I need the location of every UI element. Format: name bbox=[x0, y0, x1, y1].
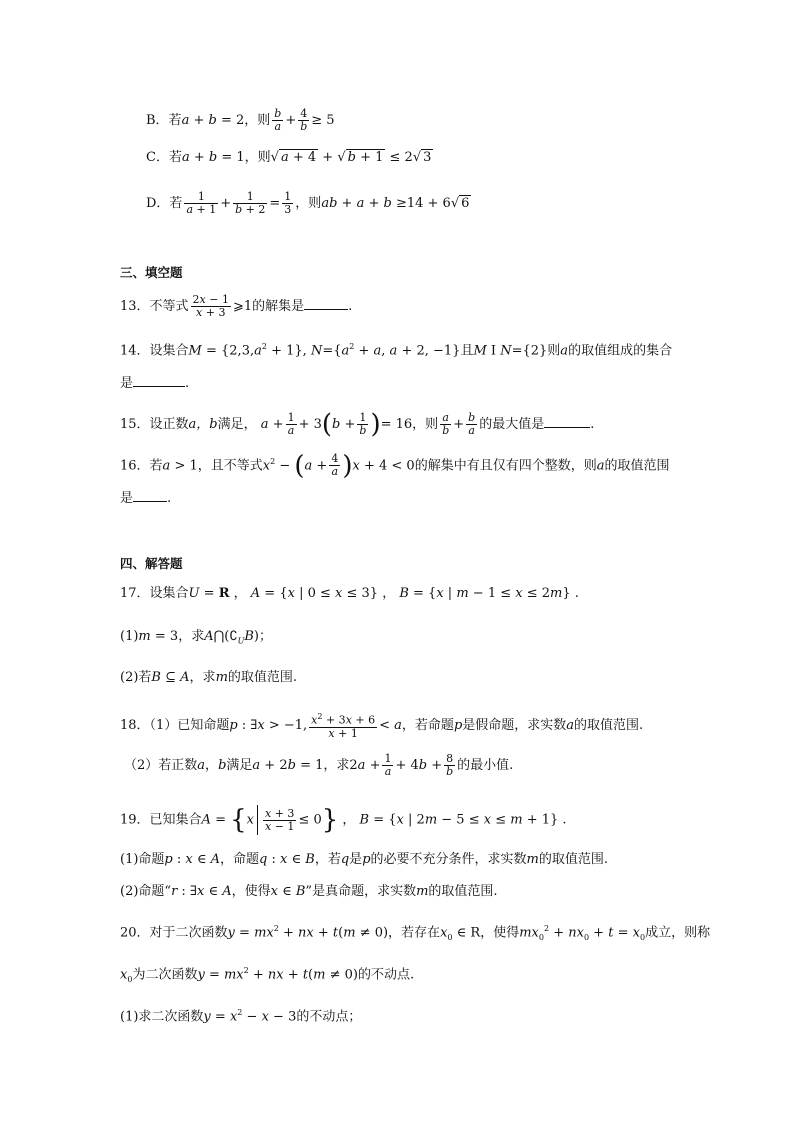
q17-part1-mid: ，求 bbox=[178, 629, 205, 644]
q19-part2-mid: ，使得 bbox=[231, 884, 271, 899]
q18-part2-mid: 满足 bbox=[226, 758, 253, 773]
q18-part2-suffix: 的最小值. bbox=[457, 758, 514, 773]
q13-suffix: 的解集是 bbox=[252, 299, 305, 314]
q16-prefix: 16．若 bbox=[120, 458, 163, 474]
q13-prefix: 13．不等式 bbox=[120, 299, 189, 314]
q18-suffix2: 的取值范围. bbox=[574, 717, 644, 733]
question-13: 13．不等式 $\frac{2x - 1}{x + 3}$ ⩾1的解集是 . bbox=[120, 293, 353, 319]
q19-prefix: 19．已知集合 bbox=[120, 812, 202, 828]
question-17-part1: (1)m = 3，求$A⋂(∁_UB)$； bbox=[120, 629, 272, 646]
q14-suffix: 的取值组成的集合 bbox=[568, 343, 673, 359]
q14-mid2: 则 bbox=[547, 343, 561, 359]
q19-part2-suffix: ”是真命题，求实数 bbox=[305, 884, 417, 899]
question-19: 19．已知集合A = {x $\frac{x + 3}{x - 1}$ ≤ 0} ， B = {x | 2m − 5 ≤ x ≤ m + 1} . bbox=[120, 805, 567, 835]
q20-prefix: 20．对于二次函数 bbox=[120, 925, 228, 941]
q18-mid: ，若命题 bbox=[401, 717, 454, 733]
option-d-mid: ，则 bbox=[295, 196, 322, 211]
q19-part1-suffix2: 的取值范围. bbox=[538, 852, 608, 867]
q17-part2-mid: ，求 bbox=[189, 670, 216, 685]
question-19-part1: (1)命题p : x ∈ A，命题q : x ∈ B，若q是p的必要不充分条件，求实数m的取值范围. bbox=[120, 852, 608, 867]
q20-suffix: 成立，则称 bbox=[645, 925, 711, 941]
q17-prefix: 17．设集合 bbox=[120, 586, 189, 601]
q15-suffix: 的最大值是 bbox=[479, 417, 545, 432]
q18-part2-mid2: ，求 bbox=[323, 758, 350, 773]
question-20: 20．对于二次函数$y = mx^2$ + nx + t(m ≠ 0)，若存在$x_0$ ∈ R，使得$mx_0^2 + nx_0 + t = x_0$成立，则称 bbox=[120, 924, 711, 942]
q20-part1-prefix: (1)求二次函数 bbox=[120, 1009, 204, 1025]
q19-part1-suffix: 的必要不充分条件，求实数 bbox=[370, 852, 527, 867]
q14-answer-blank bbox=[133, 374, 185, 387]
question-17-part2: (2)若B ⊆ A，求m的取值范围. bbox=[120, 670, 298, 685]
q15-vars: a，b bbox=[188, 417, 218, 432]
q20-mid2: ，使得 bbox=[480, 925, 520, 941]
question-17: 17．设集合U = R ， A = {x | 0 ≤ x ≤ 3} ， B = {x | m − 1 ≤ x ≤ 2m} . bbox=[120, 586, 579, 601]
q15-prefix: 15．设正数 bbox=[120, 417, 189, 432]
question-14-line2: 是 . bbox=[120, 376, 190, 391]
q19-part1-mid2: ，若 bbox=[314, 852, 341, 867]
q16-mid: ，且不等式 bbox=[197, 458, 263, 474]
q18-suffix: 是假命题，求实数 bbox=[462, 717, 567, 733]
option-b-label: B．若 bbox=[146, 113, 182, 128]
q14-prefix: 14．设集合 bbox=[120, 343, 189, 359]
q17-part2-label: (2)若 bbox=[120, 670, 152, 685]
option-b: B．若a + b = 2，则 $\frac{b}{a}$ + $\frac{4}{b}$ ≥ 5 bbox=[146, 107, 335, 133]
q14-mid: 且 bbox=[460, 343, 474, 359]
q19-part1-mid: ，命题 bbox=[220, 852, 260, 867]
option-c-mid: ，则 bbox=[244, 150, 271, 165]
q14-line2-text: 是 bbox=[120, 376, 134, 391]
option-c: C．若a + b = 1，则√ a + 4 + √ b + 1 ≤ 2√ 3 bbox=[146, 150, 432, 165]
q20-mid: ，若存在 bbox=[388, 925, 441, 941]
q15-answer-blank bbox=[544, 415, 590, 428]
option-b-mid: ，则 bbox=[244, 113, 271, 128]
option-d: D．若 $\frac{1}{a + 1}$ + $\frac{1}{b + 2}$ = $\frac{1}{3}$ ，则ab + a + b ≥14 + 6√ 6 bbox=[146, 190, 470, 216]
q16-answer-blank bbox=[133, 489, 167, 502]
q20-part1-suffix: 的不动点； bbox=[296, 1009, 362, 1025]
question-14: 14．设集合$M = \{2,3,a^2 + 1\}$, $N=\{a^2 + a$, a + 2, −1}且M I N={2}则a的取值组成的集合 bbox=[120, 342, 673, 359]
q15-condition: 满足， bbox=[217, 417, 257, 432]
q16-suffix2: 的取值范围 bbox=[604, 458, 670, 474]
option-d-label: D．若 bbox=[146, 196, 183, 211]
q19-part1-mid3: 是 bbox=[349, 852, 363, 867]
question-20-line2: $x_0$为二次函数$y = mx^2$ + nx + t(m ≠ 0)的不动点. bbox=[120, 966, 415, 984]
question-16-line2: 是 . bbox=[120, 491, 172, 506]
question-18-part2: （2）若正数a，b满足a + 2b = 1，求2a + $\frac{1}{a}$ + 4b + $\frac{8}{b}$ 的最小值. bbox=[124, 752, 514, 778]
question-20-part1: (1)求二次函数$y = x^2 - x - 3$的不动点； bbox=[120, 1008, 362, 1025]
question-18: 18．（1）已知命题p : ∃x > −1, $\frac{x^2 + 3x + 6}{x + 1}$ < a，若命题p是假命题，求实数a的取值范围. bbox=[120, 712, 644, 740]
q20-line2-mid: 为二次函数 bbox=[132, 967, 198, 983]
q15-mid: ，则 bbox=[412, 417, 439, 432]
q13-answer-blank bbox=[304, 297, 348, 310]
q18-prefix: 18．（1）已知命题 bbox=[120, 717, 230, 733]
section-fill-blank-heading: 三、填空题 bbox=[120, 265, 183, 280]
q18-part2-prefix: （2）若正数 bbox=[124, 758, 198, 773]
q16-line2-text: 是 bbox=[120, 491, 134, 506]
q19-part1-prefix: (1)命题 bbox=[120, 852, 165, 867]
question-19-part2: (2)命题“r : ∃x ∈ A，使得x ∈ B”是真命题，求实数m的取值范围. bbox=[120, 884, 498, 899]
question-16: 16．若a > 1，且不等式$x^2 - (a$ + $\frac{4}{a}$ )x + 4 < 0的解集中有且仅有四个整数，则a的取值范围 bbox=[120, 450, 670, 481]
option-c-label: C．若 bbox=[146, 150, 182, 165]
section-answer-heading: 四、解答题 bbox=[120, 556, 183, 571]
q17-part1-label: (1) bbox=[120, 629, 139, 644]
q17-part2-suffix: 的取值范围. bbox=[227, 670, 298, 685]
q20-line2-suffix: 的不动点. bbox=[357, 967, 415, 983]
q19-part2-prefix: (2)命题“ bbox=[120, 884, 172, 899]
q16-suffix: 的解集中有且仅有四个整数，则 bbox=[414, 458, 597, 474]
question-15: 15．设正数a，b满足， a + $\frac{1}{a}$ + 3(b + $\frac{1}{b}$ )= 16，则 $\frac{a}{b}$ + $\frac{b}{a}$ 的最大值是 . bbox=[120, 409, 595, 440]
q19-part2-suffix2: 的取值范围. bbox=[428, 884, 498, 899]
